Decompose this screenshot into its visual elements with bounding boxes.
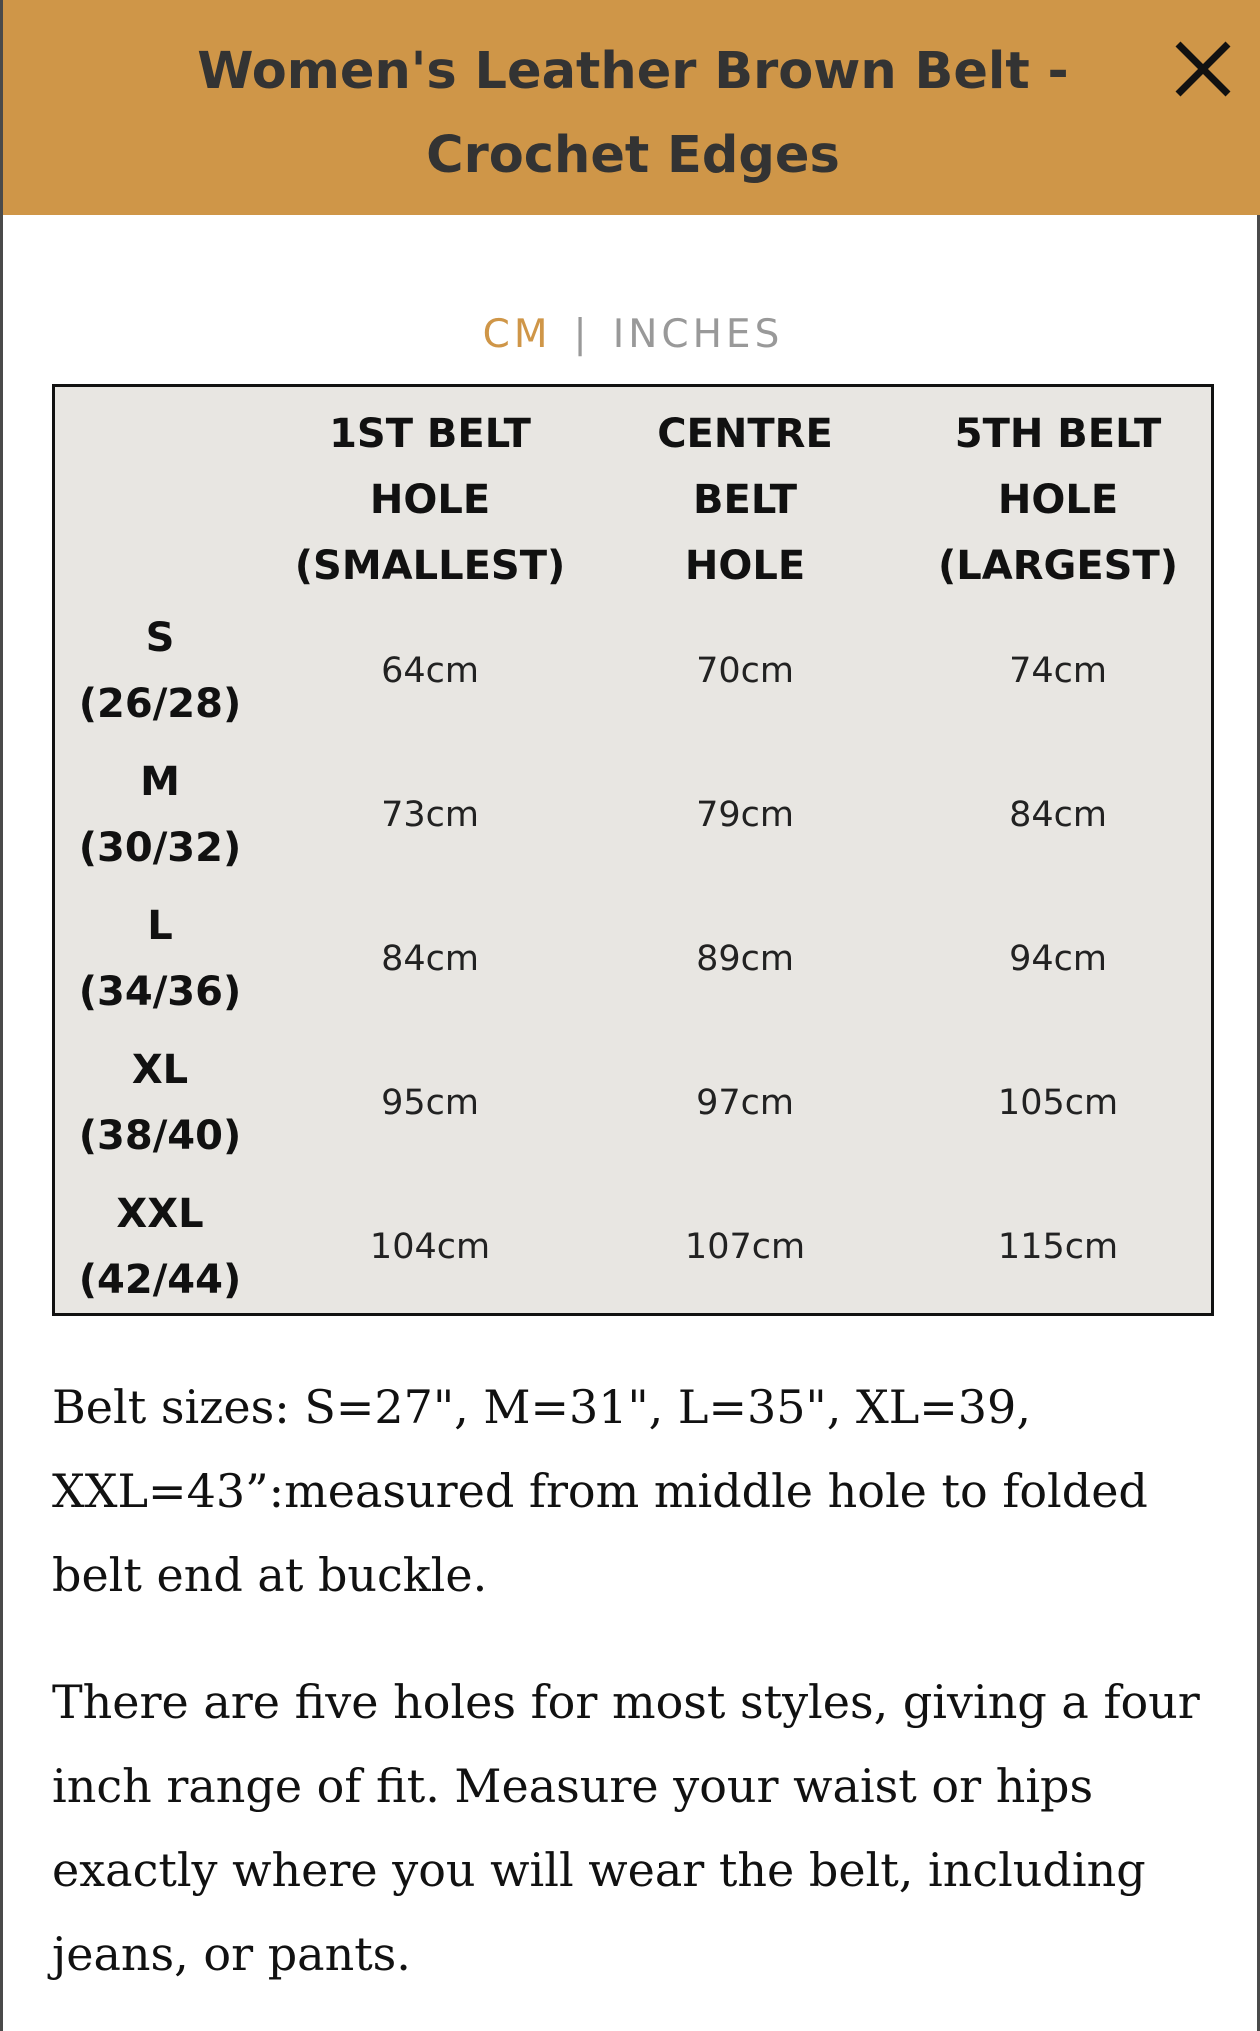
table-cell: 64cm [381, 651, 479, 691]
column-header-fifth-hole: 5TH BELT HOLE (LARGEST) [937, 411, 1179, 589]
table-cell: 84cm [381, 939, 479, 979]
unit-separator: | [573, 312, 591, 357]
modal-header [3, 0, 1260, 215]
row-label-l [65, 893, 255, 1025]
row-label-xxl [65, 1181, 255, 1313]
table-cell: 94cm [1009, 939, 1107, 979]
size-range: (30/32) [78, 825, 242, 871]
row-label-xl [65, 1037, 255, 1169]
size-range: (26/28) [78, 681, 242, 727]
table-cell: 84cm [1009, 795, 1107, 835]
table-cell: 74cm [1009, 651, 1107, 691]
size-name: M [140, 759, 180, 805]
close-button[interactable] [1168, 34, 1238, 104]
row-label-s [65, 605, 255, 737]
size-name: XL [131, 1047, 189, 1093]
table-cell: 107cm [684, 1227, 806, 1267]
size-range: (42/44) [78, 1257, 242, 1303]
size-range: (38/40) [78, 1113, 242, 1159]
belt-sizes-note: Belt sizes: S=27", M=31", L=35", XL=39, XXL=43”:measured from middle hole to folded belt end at buckle. [52, 1380, 1148, 1602]
table-cell: 73cm [381, 795, 479, 835]
fit-info-note: There are five holes for most styles, giving a four inch range of fit. Measure your waist or hips exactly where you will wear the belt, including jeans, or pants. [52, 1675, 1200, 1981]
table-cell: 79cm [696, 795, 794, 835]
close-icon [1168, 34, 1238, 104]
unit-cm-tab[interactable]: CM [482, 312, 552, 357]
size-name: L [147, 903, 173, 949]
size-range: (34/36) [78, 969, 242, 1015]
unit-toggle [3, 305, 1260, 365]
table-cell: 70cm [696, 651, 794, 691]
row-label-m [65, 749, 255, 881]
column-header-centre-hole: CENTRE BELT HOLE [657, 411, 833, 589]
size-name: S [145, 615, 175, 661]
table-cell: 104cm [369, 1227, 491, 1267]
modal-title: Women's Leather Brown Belt - Crochet Edges [197, 42, 1069, 185]
unit-inches-tab[interactable]: INCHES [612, 312, 784, 357]
size-name: XXL [116, 1191, 204, 1237]
table-cell: 97cm [696, 1083, 794, 1123]
table-cell: 105cm [997, 1083, 1119, 1123]
size-table [52, 384, 1214, 1316]
column-header-first-hole: 1ST BELT HOLE (SMALLEST) [294, 411, 566, 589]
table-cell: 95cm [381, 1083, 479, 1123]
table-cell: 115cm [997, 1227, 1119, 1267]
table-cell: 89cm [696, 939, 794, 979]
